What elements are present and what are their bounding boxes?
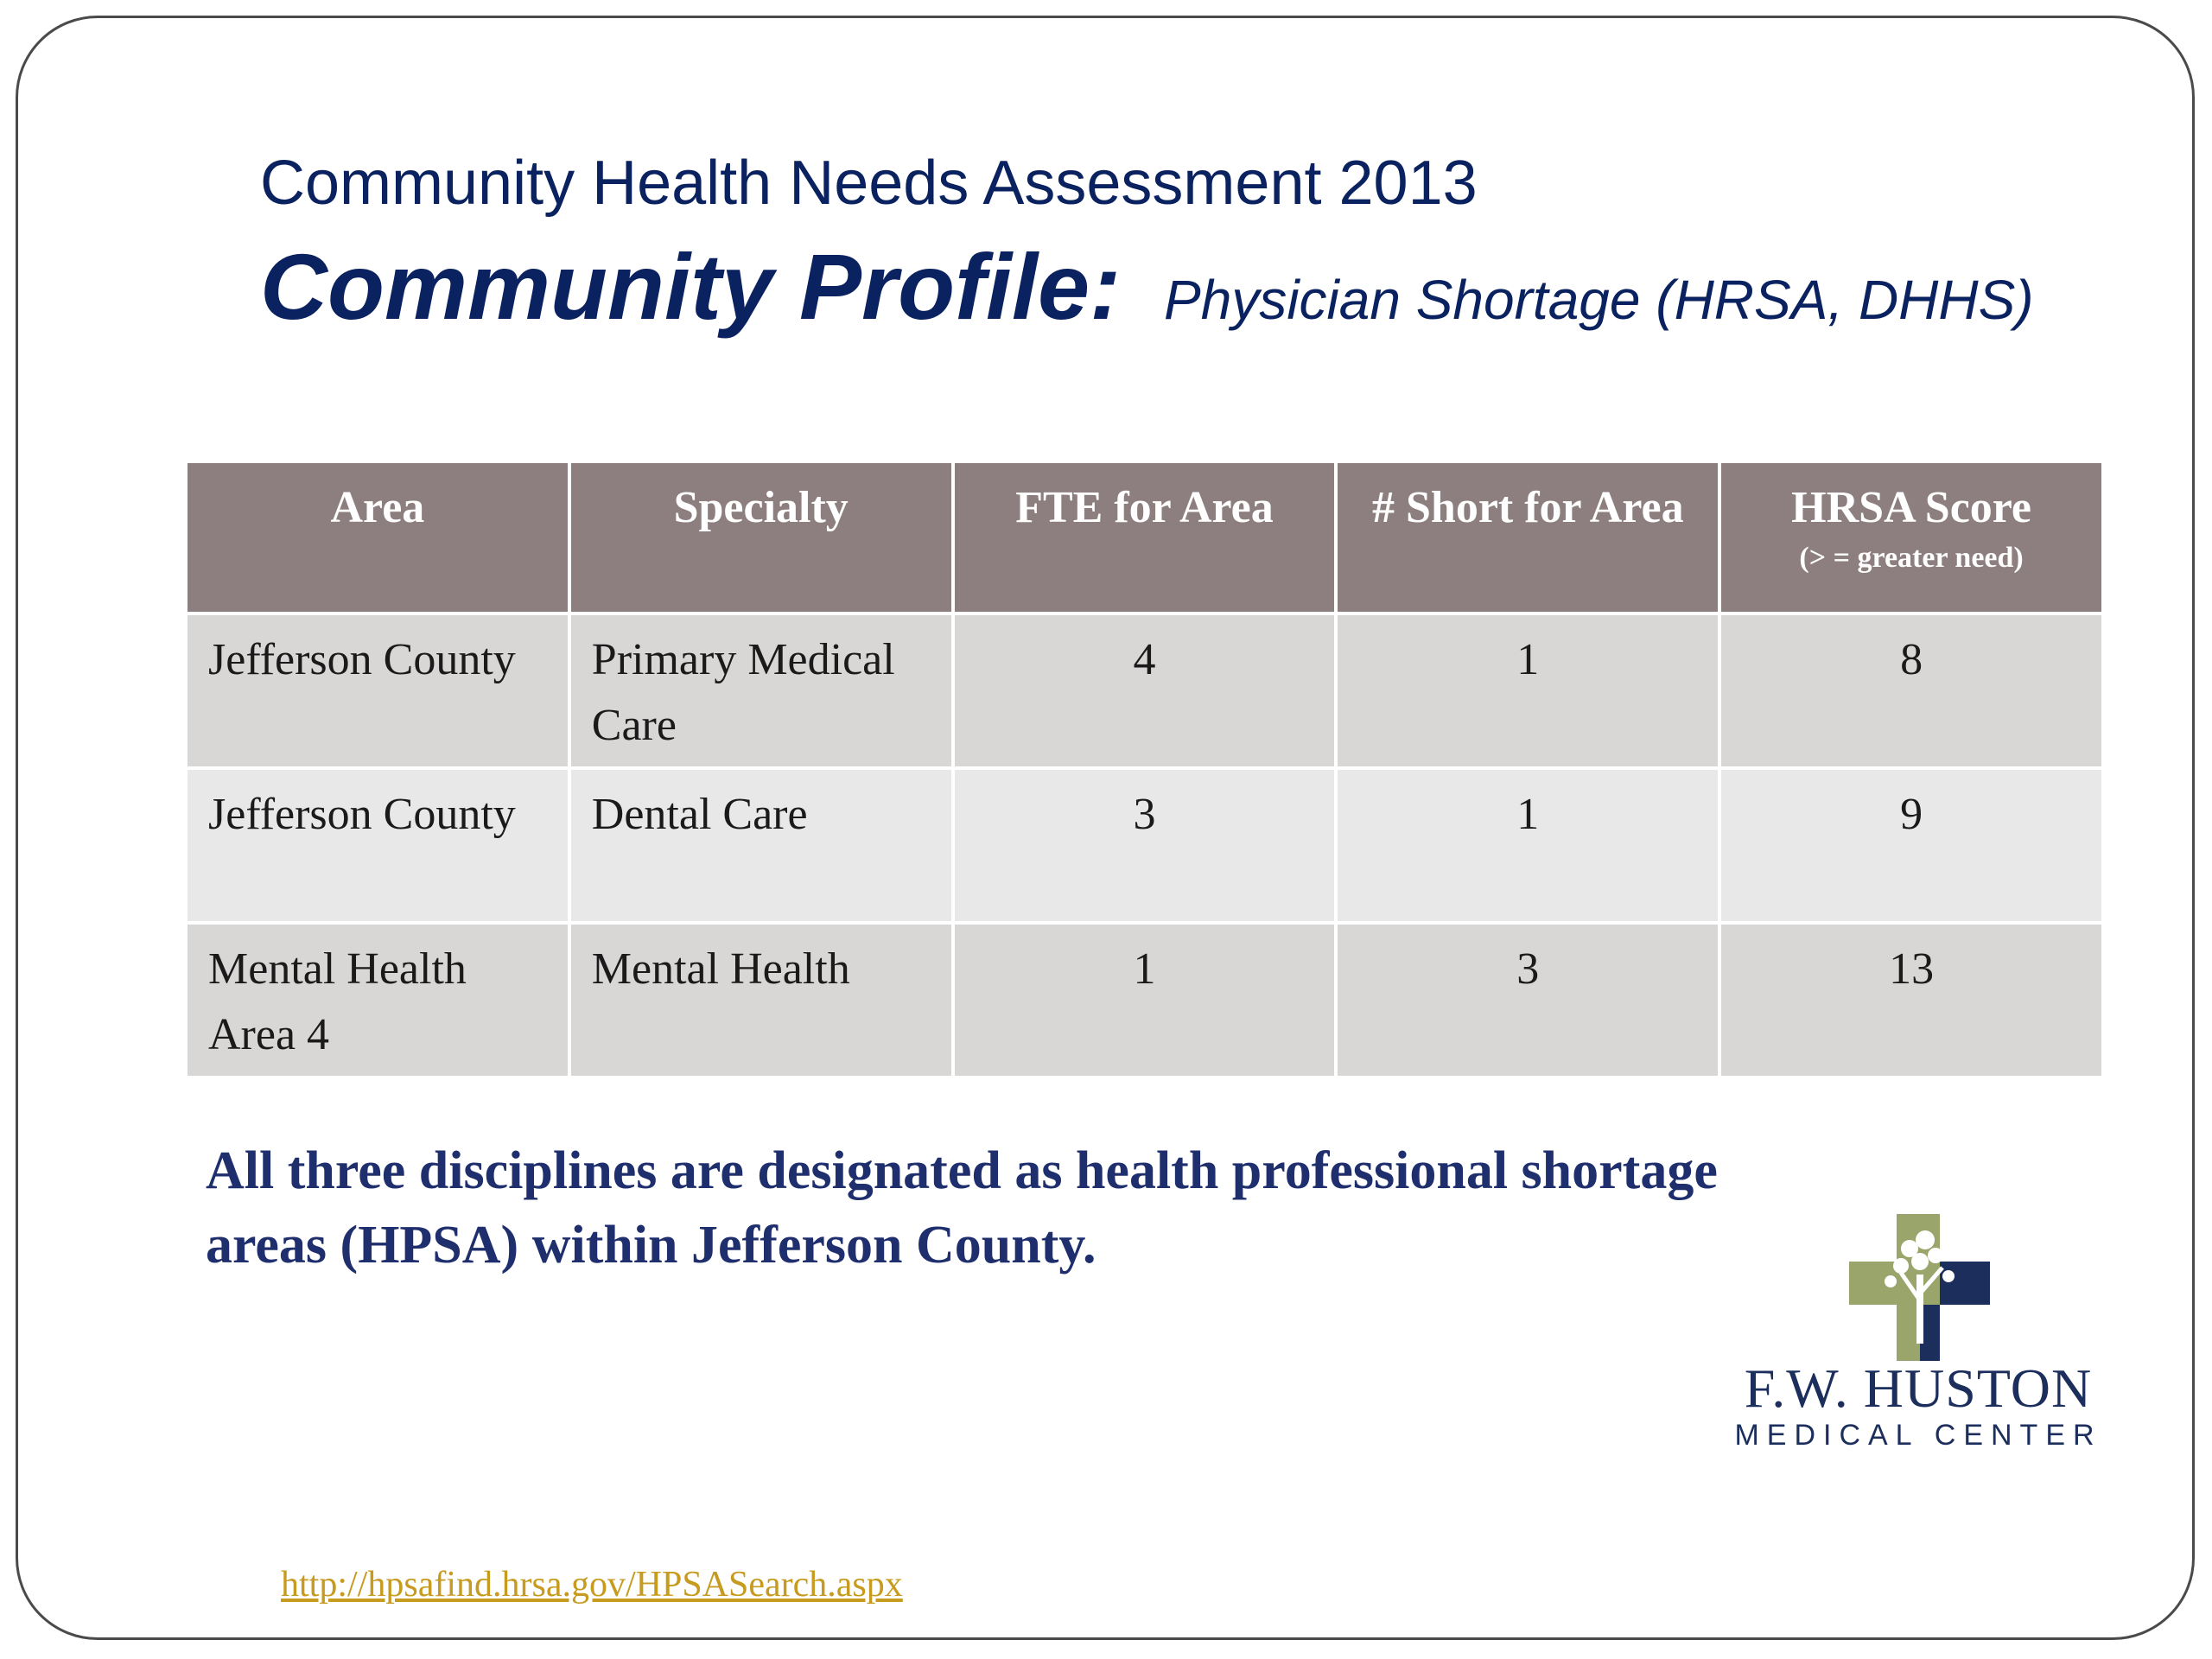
cell-short: 1 — [1338, 770, 1718, 921]
header-score-note: (> = greater need) — [1799, 542, 2024, 574]
slide-title-line1: Community Health Needs Assessment 2013 — [260, 149, 1478, 218]
cell-short: 1 — [1338, 615, 1718, 766]
cell-specialty: Mental Health — [571, 925, 951, 1076]
header-score — [1721, 463, 2101, 612]
header-area — [188, 463, 568, 612]
header-short-label: # Short for Area — [1371, 483, 1684, 532]
fw-huston-logo — [1728, 1210, 2108, 1452]
source-link[interactable]: http://hpsafind.hrsa.gov/HPSASearch.aspx — [281, 1565, 903, 1605]
cell-fte: 1 — [955, 925, 1335, 1076]
header-specialty-label: Specialty — [673, 483, 849, 532]
cell-area: Jefferson County — [188, 770, 568, 921]
header-fte — [955, 463, 1335, 612]
cell-short: 3 — [1338, 925, 1718, 1076]
hpsa-note: All three disciplines are designated as health professional shortage areas (HPSA) within Jefferson County. — [206, 1141, 1718, 1274]
cell-specialty: Dental Care — [571, 770, 951, 921]
slide-title-sub: Physician Shortage (HRSA, DHHS) — [1164, 269, 2034, 331]
header-specialty — [571, 463, 951, 612]
cell-fte: 3 — [955, 770, 1335, 921]
shortage-table — [184, 460, 2105, 1079]
header-short — [1338, 463, 1718, 612]
cell-specialty: Primary Medical Care — [571, 615, 951, 766]
cell-score: 9 — [1721, 770, 2101, 921]
header-fte-label: FTE for Area — [1015, 483, 1274, 532]
table-header-row — [188, 463, 2101, 612]
table-row — [188, 770, 2101, 921]
header-area-label: Area — [330, 483, 425, 532]
cell-area: Mental Health Area 4 — [188, 925, 568, 1076]
logo-name: F.W. HUSTON — [1744, 1357, 2093, 1419]
slide-title-main: Community Profile: — [260, 234, 1122, 339]
cell-score: 8 — [1721, 615, 2101, 766]
logo-tagline: MEDICAL CENTER — [1734, 1419, 2102, 1452]
table-row — [188, 615, 2101, 766]
cell-fte: 4 — [955, 615, 1335, 766]
table-row — [188, 925, 2101, 1076]
header-score-label: HRSA Score — [1791, 483, 2031, 532]
cross-tree-icon — [1849, 1214, 1996, 1361]
slide-title-line2 — [260, 232, 2034, 340]
cell-area: Jefferson County — [188, 615, 568, 766]
cell-score: 13 — [1721, 925, 2101, 1076]
